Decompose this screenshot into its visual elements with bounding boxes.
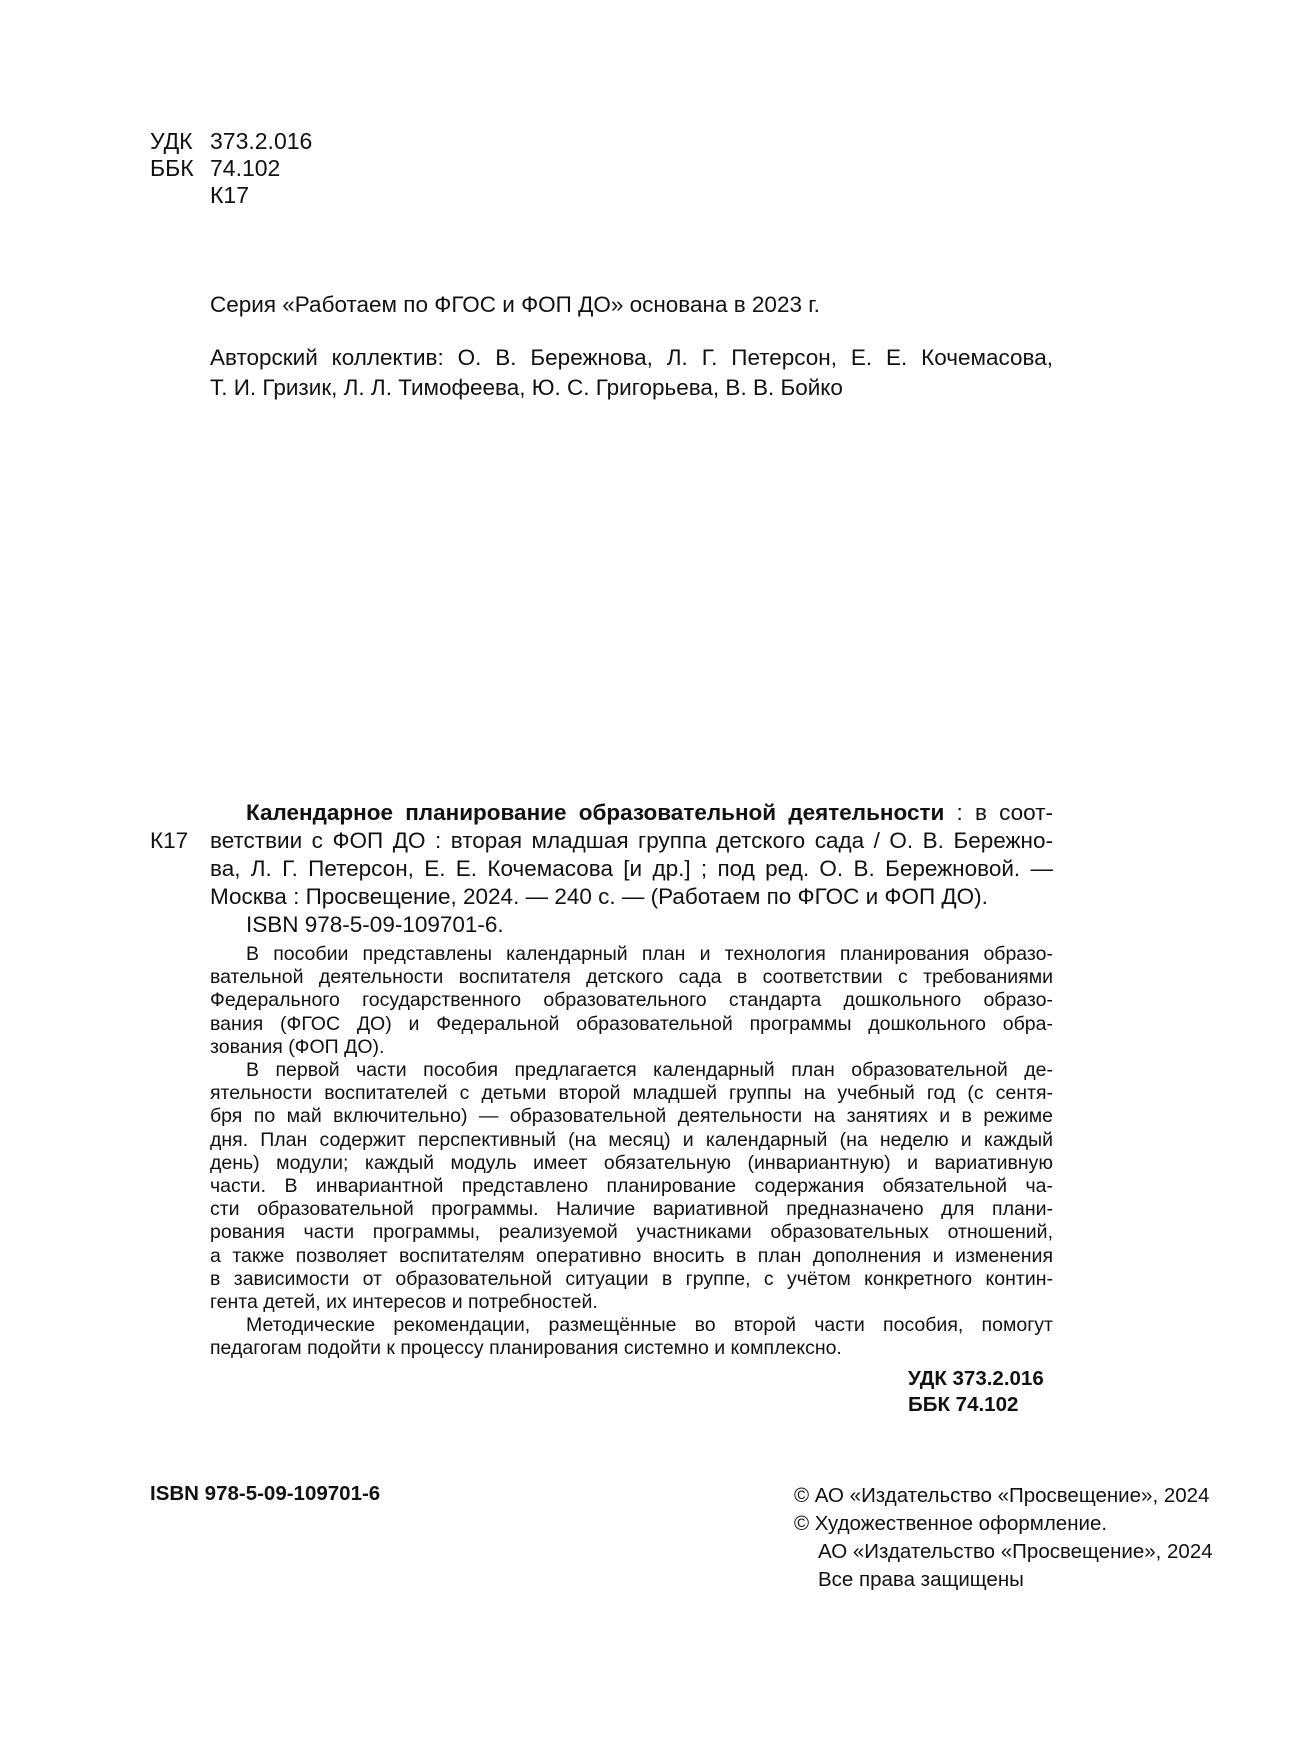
udk-row	[150, 128, 312, 155]
annotation-line: Методические рекомендации, размещённые во второй части пособия, помогут	[246, 1314, 1053, 1337]
annotation-line: вания (ФГОС ДО) и Федеральной образовательной программы дошкольного обра-	[210, 1012, 1053, 1035]
isbn-bottom: ISBN 978-5-09-109701-6	[150, 1482, 381, 1505]
biblio-line-1	[210, 799, 1053, 827]
copyright-block	[794, 1482, 1213, 1594]
annotation-line: вательной деятельности воспитателя детского сада в соответствии с требованиями	[210, 966, 1053, 989]
annotation-line: педагогам подойти к процессу планирования системно и комплексно.	[210, 1337, 842, 1360]
udk-bbk-bottom	[908, 1366, 1044, 1418]
annotation-line: рования части программы, реализуемой участниками образовательных отношений,	[210, 1221, 1053, 1244]
annotation-paragraph-3	[210, 1314, 1053, 1360]
copyright-line-2: © Художественное оформление.	[794, 1512, 1108, 1535]
biblio-author-sign: К17	[150, 828, 189, 853]
author-sign: К17	[210, 182, 249, 208]
copyright-line-1: © АО «Издательство «Просвещение», 2024	[794, 1484, 1210, 1507]
annotation	[210, 943, 1053, 1361]
annotation-line: ятельности воспитателей с детьми второй младшей группы на учебный год (с сентя-	[210, 1082, 1053, 1105]
biblio-line-4: Москва : Просвещение, 2024. — 240 с. — (Работаем по ФГОС и ФОП ДО).	[210, 884, 988, 909]
annotation-line: бря по май включительно) — образовательной деятельности на занятиях и в режиме	[210, 1105, 1053, 1128]
annotation-paragraph-1	[210, 943, 1053, 1059]
udk-value: 373.2.016	[210, 128, 313, 154]
annotation-line: В первой части пособия предлагается календарный план образовательной де-	[246, 1059, 1053, 1082]
bbk-bottom-line: ББК 74.102	[908, 1393, 1019, 1416]
copyright-line-3: АО «Издательство «Просвещение», 2024	[818, 1540, 1213, 1563]
annotation-line: части. В инвариантной представлено планирование содержания обязательной ча-	[210, 1175, 1053, 1198]
bbk-value: 74.102	[210, 155, 281, 181]
udk-bottom-line: УДК 373.2.016	[908, 1367, 1044, 1390]
biblio-record	[210, 799, 1053, 939]
annotation-line: Федерального государственного образовательного стандарта дошкольного образо-	[210, 989, 1053, 1012]
annotation-line: а также позволяет воспитателям оперативно вносить в план дополнения и изменения	[210, 1244, 1053, 1267]
annotation-line: дня. План содержит перспективный (на месяц) и календарный (на неделю и каждый	[210, 1128, 1053, 1151]
author-sign-row	[150, 182, 312, 209]
biblio-line-1-rest: : в соот-	[944, 800, 1053, 825]
biblio-line-2: ветствии с ФОП ДО : вторая младшая группа детского сада / О. В. Бережно-	[210, 828, 1053, 853]
annotation-line: зования (ФОП ДО).	[210, 1035, 385, 1058]
series-note: Серия «Работаем по ФГОС и ФОП ДО» основана в 2023 г.	[210, 292, 820, 317]
annotation-paragraph-2	[210, 1059, 1053, 1314]
annotation-line: день) модули; каждый модуль имеет обязательную (инвариантную) и вариативную	[210, 1151, 1053, 1174]
authors-block	[210, 343, 1053, 403]
annotation-line: гента детей, их интересов и потребностей.	[210, 1291, 598, 1314]
classification-block	[150, 128, 312, 209]
book-title: Календарное планирование образовательной деятельности	[246, 800, 945, 825]
annotation-line: сти образовательной программы. Наличие вариативной предназначено для плани-	[210, 1198, 1053, 1221]
annotation-line: В пособии представлены календарный план и технология планирования образо-	[246, 943, 1053, 965]
biblio-line-3: ва, Л. Г. Петерсон, Е. Е. Кочемасова [и др.] ; под ред. О. В. Бережновой. —	[210, 856, 1053, 881]
authors-line-1: Авторский коллектив: О. В. Бережнова, Л. Г. Петерсон, Е. Е. Кочемасова,	[210, 345, 1053, 370]
authors-line-2: Т. И. Гризик, Л. Л. Тимофеева, Ю. С. Григорьева, В. В. Бойко	[210, 375, 843, 400]
bbk-row	[150, 155, 312, 182]
udk-label: УДК	[150, 128, 193, 154]
biblio-isbn: ISBN 978-5-09-109701-6.	[246, 912, 504, 937]
bbk-label: ББК	[150, 155, 194, 181]
annotation-line: в зависимости от образовательной ситуации в группе, с учётом конкретного контин-	[210, 1267, 1053, 1290]
copyright-line-4: Все права защищены	[818, 1568, 1024, 1591]
